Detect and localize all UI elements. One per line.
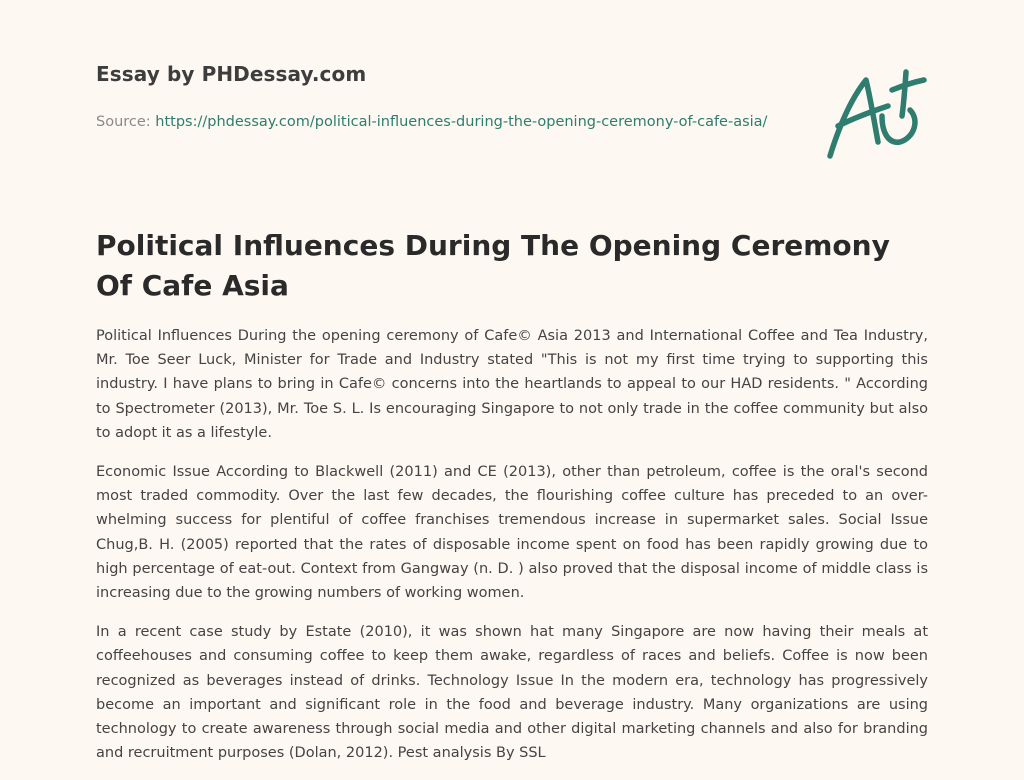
paragraph: Economic Issue According to Blackwell (2011) and CE (2013), other than petroleum, coffee is the oral's second most traded commodity. Over the last few decades, the flourishing coffee culture has preceded to an over-whelming success for plentiful of coffee franchises tremendous increase in supermarket sales. Social Issue Chug,B. H. (2005) reported that the rates of disposable income spent on food has been rapidly growing due to high percentage of eat-out. Context from Gangway (n. D. ) also proved that the disposal income of middle class is increasing due to the growing numbers of working women. xyxy=(96,464,928,602)
page-header xyxy=(96,62,786,134)
paragraph: In a recent case study by Estate (2010), it was shown hat many Singapore are now having their meals at coffeehouses and consuming coffee to keep them awake, regardless of races and beliefs. Coffee is now been recognized as beverages instead of drinks. Technology Issue In the modern era, technology has progressively become an important and significant role in the food and beverage industry. Many organizations are using technology to create awareness through social media and other digital marketing channels and also for branding and recruitment purposes (Dolan, 2012). Pest analysis By SSL xyxy=(96,624,928,762)
article-body xyxy=(96,324,928,780)
article-title: Political Influences During The Opening Ceremony Of Cafe Asia xyxy=(96,229,890,302)
paragraph: Political Influences During the opening ceremony of Cafe© Asia 2013 and International Coffee and Tea Industry, Mr. Toe Seer Luck, Minister for Trade and Industry stated "This is not my first time trying to supporting this industry. I have plans to bring in Cafe© concerns into the heartlands to appeal to our HAD residents. " According to Spectrometer (2013), Mr. Toe S. L. Is encouraging Singapore to not only trade in the coffee community but also to adopt it as a lifestyle. xyxy=(96,328,928,441)
a-plus-grade-icon xyxy=(822,68,930,164)
source-link[interactable]: https://phdessay.com/political-influences-during-the-opening-ceremony-of-cafe-asia/ xyxy=(155,114,768,130)
source-label: Source: xyxy=(96,114,156,130)
site-title: Essay by PHDessay.com xyxy=(96,62,367,86)
source-line xyxy=(96,111,786,134)
